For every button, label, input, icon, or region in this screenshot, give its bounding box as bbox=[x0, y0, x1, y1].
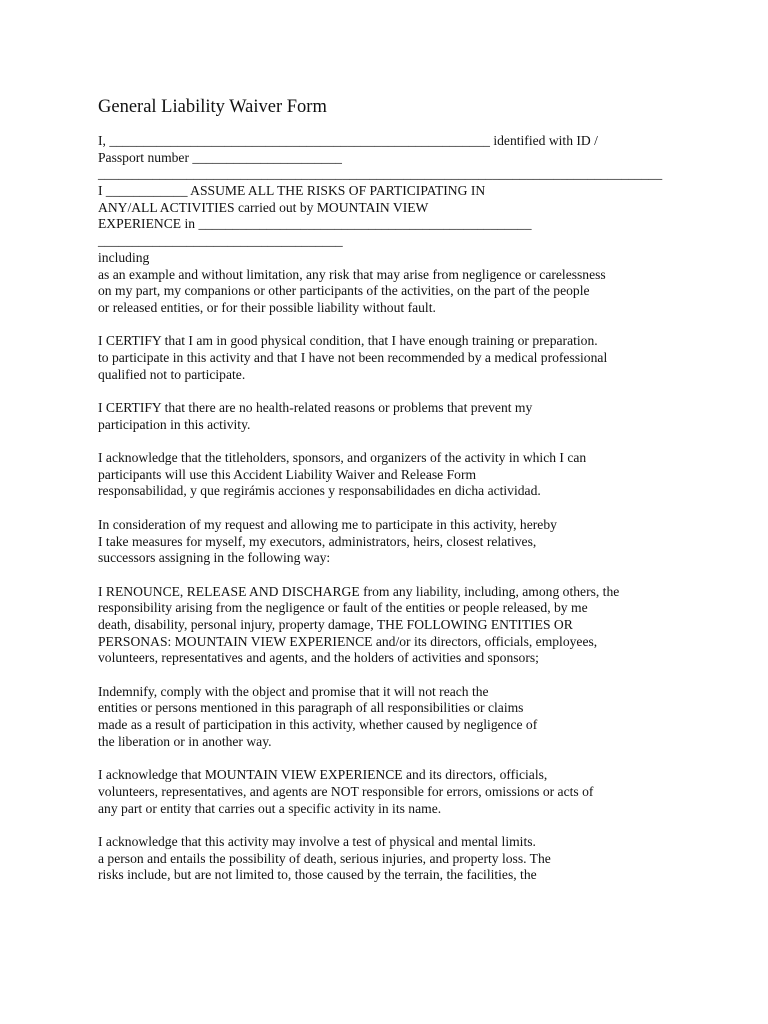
paragraph-gap bbox=[98, 567, 718, 584]
text-line: qualified not to participate. bbox=[98, 366, 246, 382]
text-line: I acknowledge that the titleholders, sponsors, and organizers of the activity in which I can bbox=[98, 450, 587, 466]
text-line: Passport number ______________________ bbox=[98, 149, 342, 165]
document-title: General Liability Waiver Form bbox=[98, 97, 327, 117]
text-line: risks include, but are not limited to, those caused by the terrain, the facilities, the bbox=[98, 867, 537, 883]
paragraph-gap bbox=[98, 383, 718, 400]
text-line: I take measures for myself, my executors, administrators, heirs, closest relatives, bbox=[98, 533, 537, 549]
text-line: death, disability, personal injury, property damage, THE FOLLOWING ENTITIES OR bbox=[98, 616, 573, 632]
text-line: I acknowledge that MOUNTAIN VIEW EXPERIENCE and its directors, officials, bbox=[98, 767, 548, 783]
text-line: made as a result of participation in this activity, whether caused by negligence of bbox=[98, 717, 538, 733]
text-line: responsibility arising from the negligence or fault of the entities or people released, by me bbox=[98, 600, 588, 616]
text-line: or released entities, or for their possible liability without fault. bbox=[98, 299, 436, 315]
text-line: I CERTIFY that I am in good physical condition, that I have enough training or preparation. bbox=[98, 333, 598, 349]
text-line: Indemnify, comply with the object and promise that it will not reach the bbox=[98, 683, 489, 699]
text-line: In consideration of my request and allowing me to participate in this activity, hereby bbox=[98, 516, 557, 532]
text-line: ___________________________________________________________________________________ bbox=[98, 166, 663, 182]
text-line: to participate in this activity and that I have not been recommended by a medical professional bbox=[98, 349, 608, 365]
text-line: participation in this activity. bbox=[98, 416, 251, 432]
text-line: PERSONAS: MOUNTAIN VIEW EXPERIENCE and/or its directors, officials, employees, bbox=[98, 633, 598, 649]
text-line: I, ________________________________________________________ identified with ID / bbox=[98, 133, 598, 148]
paragraph-gap bbox=[98, 817, 718, 834]
text-line: any part or entity that carries out a specific activity in its name. bbox=[98, 800, 442, 816]
text-line: ____________________________________ bbox=[98, 233, 343, 249]
text-line: responsabilidad, y que regirámis acciones y responsabilidades en dicha actividad. bbox=[98, 483, 541, 499]
paragraph-gap bbox=[98, 667, 718, 684]
text-line: including bbox=[98, 249, 150, 265]
text-line: EXPERIENCE in _________________________________________________ bbox=[98, 216, 532, 232]
text-line: as an example and without limitation, any risk that may arise from negligence or carelessness bbox=[98, 266, 606, 282]
text-line: entities or persons mentioned in this paragraph of all responsibilities or claims bbox=[98, 700, 524, 716]
document-body bbox=[98, 133, 718, 884]
text-line: volunteers, representatives and agents, and the holders of activities and sponsors; bbox=[98, 650, 539, 666]
text-line: successors assigning in the following way: bbox=[98, 550, 331, 566]
text-line: I RENOUNCE, RELEASE AND DISCHARGE from any liability, including, among others, the bbox=[98, 583, 620, 599]
paragraph-gap bbox=[98, 500, 718, 517]
text-line: I acknowledge that this activity may involve a test of physical and mental limits. bbox=[98, 833, 536, 849]
text-line: the liberation or in another way. bbox=[98, 733, 272, 749]
text-line: a person and entails the possibility of death, serious injuries, and property loss. The bbox=[98, 850, 551, 866]
text-line: I CERTIFY that there are no health-related reasons or problems that prevent my bbox=[98, 400, 533, 415]
text-line: volunteers, representatives, and agents are NOT responsible for errors, omissions or acts of bbox=[98, 783, 594, 799]
text-line: I ____________ ASSUME ALL THE RISKS OF PARTICIPATING IN bbox=[98, 183, 486, 199]
paragraph-gap bbox=[98, 750, 718, 767]
text-line: participants will use this Accident Liability Waiver and Release Form bbox=[98, 466, 477, 482]
text-line: on my part, my companions or other participants of the activities, on the part of the people bbox=[98, 283, 590, 299]
paragraph-gap bbox=[98, 317, 718, 334]
paragraph-gap bbox=[98, 433, 718, 450]
text-line: ANY/ALL ACTIVITIES carried out by MOUNTAIN VIEW bbox=[98, 199, 429, 215]
